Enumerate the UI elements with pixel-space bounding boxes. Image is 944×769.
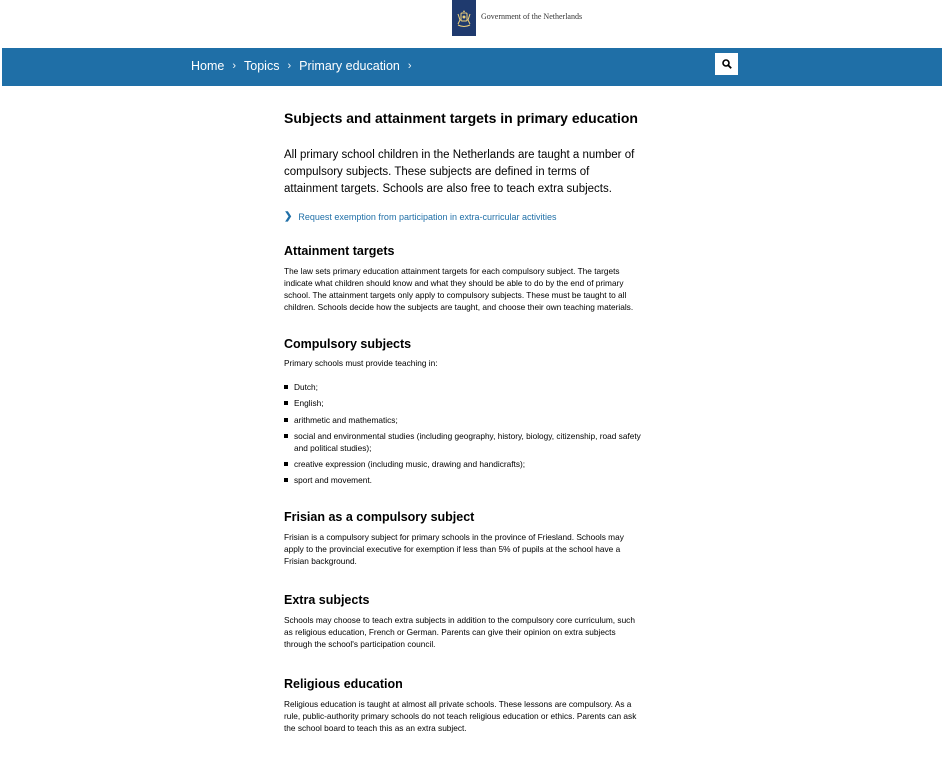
page-title: Subjects and attainment targets in primary education — [284, 110, 638, 126]
coat-of-arms-icon — [455, 8, 473, 28]
navigation-bar — [2, 48, 942, 86]
breadcrumb — [191, 59, 414, 73]
list-item: Dutch; — [284, 381, 644, 393]
chevron-right-icon: › — [232, 60, 237, 72]
section-body: The law sets primary education attainment targets for each compulsory subject. The targets indicate what children should know and what they should be able to do by the end of primary school. The attainment targets only apply to compulsory subjects. These must be taught to all children. Schools decide how the subjects are taught, and choose their own teaching materials. — [284, 266, 634, 312]
section-body: Frisian is a compulsory subject for primary schools in the province of Friesland. Schools may apply to the provincial executive for exemption if less than 5% of pupils at the school have a Frisian background. — [284, 532, 624, 567]
section-body: Schools may choose to teach extra subjects in addition to the compulsory core curriculum, such as religious education, French or German. Parents can give their opinion on extra subjects through the school's participation council. — [284, 615, 635, 650]
chevron-right-icon: › — [407, 60, 412, 72]
breadcrumb-topics[interactable]: Topics — [244, 59, 280, 73]
site-name: Government of the Netherlands — [481, 12, 583, 21]
section-extra-subjects — [284, 593, 644, 650]
chevron-right-icon: › — [287, 60, 292, 72]
section-heading: Extra subjects — [284, 593, 370, 608]
main-content — [284, 110, 644, 734]
section-heading: Compulsory subjects — [284, 337, 412, 351]
list-item: social and environmental studies (including geography, history, biology, citizenship, road safety and political studies); — [284, 430, 644, 454]
section-heading: Religious education — [284, 677, 403, 692]
search-icon — [722, 59, 732, 69]
site-header — [0, 0, 944, 48]
chevron-right-icon: ❯ — [284, 211, 293, 222]
section-heading: Frisian as a compulsory subject — [284, 510, 475, 525]
list-item: sport and movement. — [284, 474, 644, 486]
logo[interactable] — [452, 0, 476, 36]
section-frisian — [284, 510, 644, 567]
section-religious-education — [284, 677, 644, 734]
section-heading: Attainment targets — [284, 244, 395, 258]
subject-list — [284, 381, 644, 486]
exemption-link[interactable]: Request exemption from participation in extra-curricular activities — [298, 211, 557, 222]
search-button[interactable] — [715, 53, 738, 75]
exemption-link-row[interactable] — [284, 211, 644, 222]
section-compulsory-subjects — [284, 337, 644, 486]
list-item: arithmetic and mathematics; — [284, 414, 644, 426]
section-body: Primary schools must provide teaching in: — [284, 358, 438, 368]
list-item: English; — [284, 397, 644, 409]
list-item: creative expression (including music, drawing and handicrafts); — [284, 458, 644, 470]
intro-text: All primary school children in the Netherlands are taught a number of compulsory subjects. These subjects are defined in terms of attainment targets. Schools are also free to teach extra subjects. — [284, 149, 635, 195]
section-attainment-targets — [284, 244, 644, 313]
breadcrumb-home[interactable]: Home — [191, 59, 225, 73]
breadcrumb-primary-education[interactable]: Primary education — [299, 59, 400, 73]
section-body: Religious education is taught at almost all private schools. These lessons are compulsory. As a rule, public-authority primary schools do not teach religious education or ethics. Parents can ask the school board to teach this as an extra subject. — [284, 699, 637, 734]
